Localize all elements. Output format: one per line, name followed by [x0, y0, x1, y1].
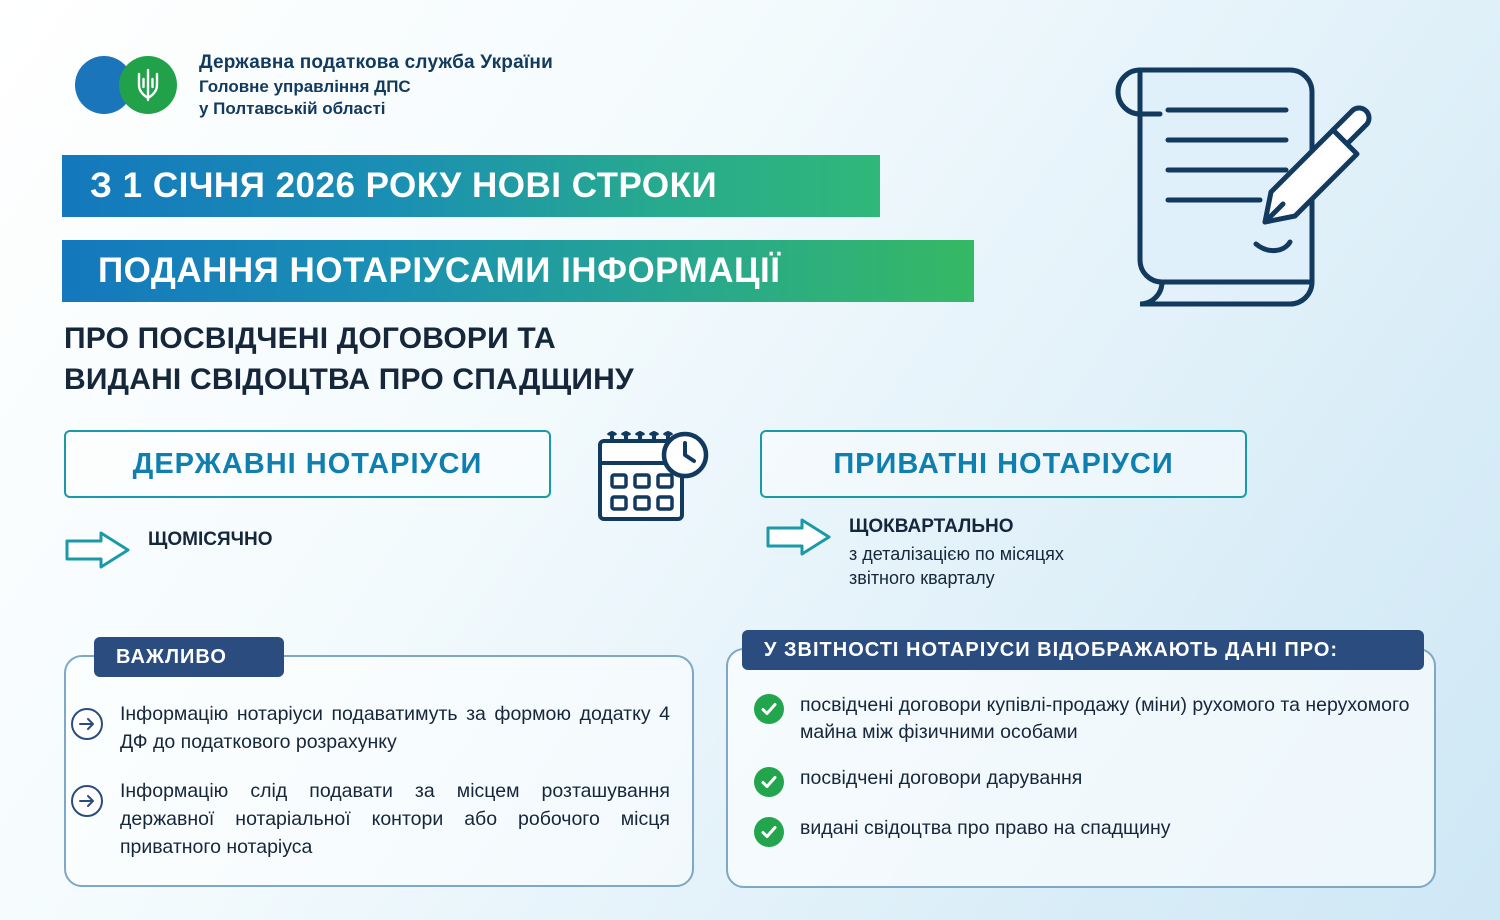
- list-item: [754, 765, 1410, 797]
- arrow-right-icon: [765, 517, 835, 562]
- important-item-text: Інформацію нотаріуси подаватимуть за формою додатку 4 ДФ до податкового розрахунку: [120, 703, 670, 753]
- logo-green-circle: [119, 56, 177, 114]
- private-frequency-text-group: [849, 515, 1064, 590]
- check-circle-icon: [754, 694, 784, 724]
- state-notaries-frequency: [64, 528, 272, 575]
- org-line-2: Головне управління ДПС: [199, 76, 411, 96]
- subtitle-line-1: ПРО ПОСВІДЧЕНІ ДОГОВОРИ ТА: [64, 322, 556, 355]
- state-frequency-label: ЩОМІСЯЧНО: [148, 529, 273, 550]
- subtitle-line-2: ВИДАНІ СВІДОЦТВА ПРО СПАДЩИНУ: [64, 363, 634, 397]
- important-panel-title: ВАЖЛИВО: [94, 637, 284, 677]
- important-items-list: [66, 701, 692, 861]
- circle-arrow-icon: [70, 784, 104, 823]
- check-circle-icon: [754, 767, 784, 797]
- list-item: [754, 815, 1410, 847]
- list-item: [754, 692, 1410, 747]
- reporting-panel-title: У ЗВІТНОСТІ НОТАРІУСИ ВІДОБРАЖАЮТЬ ДАНІ ПРО:: [742, 630, 1424, 670]
- private-frequency-label: ЩОКВАРТАЛЬНО: [849, 516, 1014, 537]
- organization-name: [199, 50, 553, 120]
- calendar-clock-icon: [592, 425, 717, 530]
- private-notaries-box: ПРИВАТНІ НОТАРІУСИ: [760, 430, 1247, 498]
- title-bar-secondary: ПОДАННЯ НОТАРІУСАМИ ІНФОРМАЦІЇ: [62, 240, 974, 302]
- reporting-item-text: видані свідоцтва про право на спадщину: [800, 816, 1171, 839]
- reporting-item-text: посвідчені договори дарування: [800, 766, 1083, 789]
- circle-arrow-icon: [70, 707, 104, 746]
- reporting-item-text: посвідчені договори купівлі-продажу (міни) рухомого та нерухомого майна між фізичними особами: [800, 694, 1410, 744]
- title-bar-primary: З 1 СІЧНЯ 2026 РОКУ НОВІ СТРОКИ: [62, 155, 880, 217]
- important-panel: [64, 645, 694, 887]
- list-item: [106, 778, 670, 861]
- private-frequency-detail-2: звітного кварталу: [849, 567, 995, 588]
- check-circle-icon: [754, 817, 784, 847]
- page-subtitle: [64, 318, 634, 401]
- logo-marks: [75, 56, 183, 114]
- organization-logo-block: [75, 50, 553, 120]
- state-notaries-box: ДЕРЖАВНІ НОТАРІУСИ: [64, 430, 551, 498]
- arrow-right-icon: [64, 530, 134, 575]
- important-item-text: Інформацію слід подавати за місцем розташування державної нотаріальної контори або робочого місця приватного нотаріуса: [120, 780, 670, 858]
- list-item: [106, 701, 670, 756]
- document-scroll-pen-icon: [1090, 30, 1420, 350]
- ukraine-trident-icon: [135, 68, 161, 102]
- reporting-panel: [726, 638, 1436, 888]
- reporting-items-list: [728, 692, 1434, 847]
- private-notaries-frequency: [765, 515, 1064, 590]
- org-line-3: у Полтавській області: [199, 98, 386, 118]
- private-frequency-detail-1: з деталізацією по місяцях: [849, 543, 1064, 564]
- org-line-1: Державна податкова служба України: [199, 52, 553, 73]
